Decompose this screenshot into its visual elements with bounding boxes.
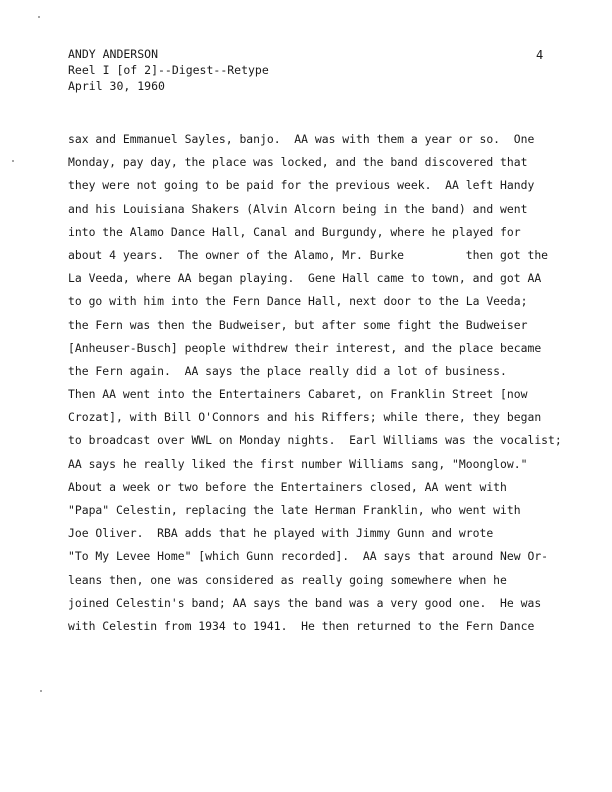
scan-speck (12, 160, 14, 162)
scan-speck (40, 690, 42, 692)
scan-speck (38, 16, 40, 18)
body-line: the Fern was then the Budweiser, but after some fight the Budweiser (68, 317, 528, 332)
header-name: ANDY ANDERSON (68, 47, 159, 61)
body-line: to go with him into the Fern Dance Hall, next door to the La Veeda; (68, 294, 528, 309)
body-line: Crozat], with Bill O'Connors and his Riffers; while there, they began (68, 410, 542, 425)
body-line: to broadcast over WWL on Monday nights. Earl Williams was the vocalist; (68, 433, 562, 448)
body-line: La Veeda, where AA began playing. Gene Hall came to town, and got AA (68, 271, 542, 286)
body-line: into the Alamo Dance Hall, Canal and Burgundy, where he played for (68, 224, 521, 239)
body-line: Then AA went into the Entertainers Cabaret, on Franklin Street [now (68, 387, 528, 402)
body-line: joined Celestin's band; AA says the band was a very good one. He was (68, 595, 542, 610)
body-line: they were not going to be paid for the previous week. AA left Handy (68, 178, 535, 193)
body-line: the Fern again. AA says the place really did a lot of business. (68, 363, 507, 378)
body-line: "To My Levee Home" [which Gunn recorded]. AA says that around New Or- (68, 549, 549, 564)
body-line: with Celestin from 1934 to 1941. He then returned to the Fern Dance (68, 618, 535, 633)
body-line: sax and Emmanuel Sayles, banjo. AA was with them a year or so. One (68, 132, 535, 146)
body-line: AA says he really liked the first number Williams sang, "Moonglow." (68, 456, 528, 471)
body-line: Monday, pay day, the place was locked, and the band discovered that (68, 155, 528, 170)
header-reel: Reel I [of 2]--Digest--Retype (68, 63, 269, 77)
body-line: and his Louisiana Shakers (Alvin Alcorn being in the band) and went (68, 201, 528, 216)
body-line: About a week or two before the Entertainers closed, AA went with (68, 479, 507, 494)
body-line: Joe Oliver. RBA adds that he played with Jimmy Gunn and wrote (68, 526, 494, 541)
document-header (68, 46, 269, 94)
body-line: leans then, one was considered as really going somewhere when he (68, 572, 507, 587)
header-date: April 30, 1960 (68, 79, 165, 93)
page-number: 4 (536, 48, 544, 62)
body-line: "Papa" Celestin, replacing the late Herman Franklin, who went with (68, 503, 521, 517)
body-line: [Anheuser-Busch] people withdrew their interest, and the place became (68, 340, 542, 355)
body-line: about 4 years. The owner of the Alamo, Mr. Burke then got the (68, 247, 549, 262)
body-text (68, 128, 588, 638)
